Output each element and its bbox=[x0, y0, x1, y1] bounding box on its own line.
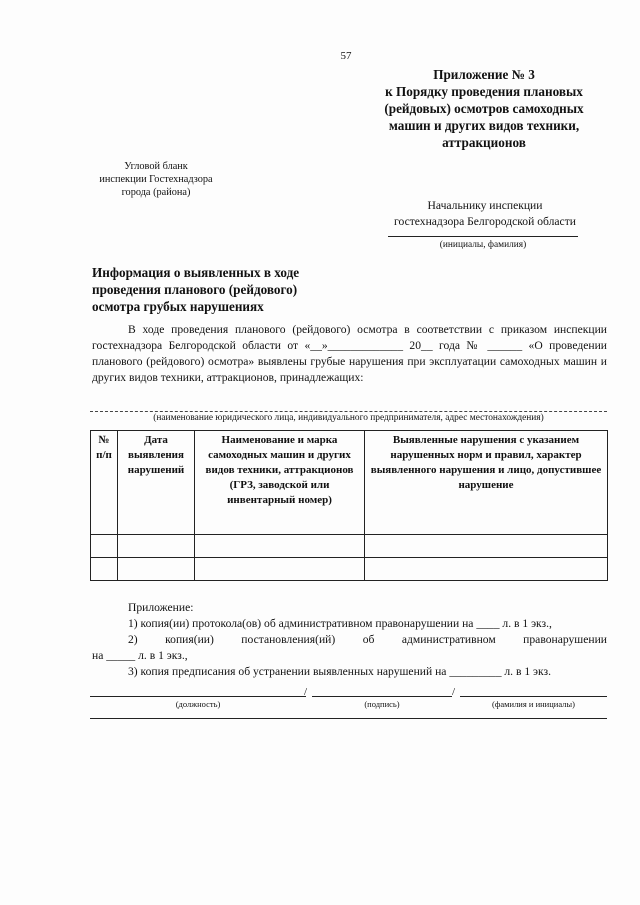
intro-paragraph: В ходе проведения планового (рейдового) осмотра в соответствии с приказом инспекции гостехнадзора Белгородской области от «__»_____________ 20__ года № ______ «О проведении планового (рейдового) осмотра» выявлены грубые нарушения при эксплуатации самоходных машин и других видов техники, аттракционов, принадлежащих: bbox=[92, 323, 607, 384]
position-caption: (должность) bbox=[175, 699, 221, 709]
appendix-line: Приложение № 3 bbox=[433, 67, 535, 82]
table-cell[interactable] bbox=[195, 558, 365, 581]
table-header-row bbox=[91, 431, 608, 535]
appendix-title bbox=[356, 66, 612, 151]
corner-stamp bbox=[86, 160, 226, 199]
table-cell[interactable] bbox=[118, 558, 195, 581]
attachment-item-2-continued: на _____ л. в 1 экз., bbox=[92, 649, 188, 662]
table-cell[interactable] bbox=[118, 535, 195, 558]
attachment-item-1: 1) копия(ии) протокола(ов) об административном правонарушении на ____ л. в 1 экз., bbox=[128, 617, 552, 630]
sign-caption: (подпись) bbox=[364, 699, 400, 709]
table-cell[interactable] bbox=[91, 558, 118, 581]
table-row bbox=[91, 558, 608, 581]
column-header-number: № п/п bbox=[91, 431, 118, 535]
corner-stamp-line: города (района) bbox=[121, 187, 191, 198]
corner-stamp-line: инспекции Гостехнадзора bbox=[99, 174, 213, 185]
column-header-machine: Наименование и марка самоходных машин и других видов техники, аттракционов (ГРЗ, заводской или инвентарный номер) bbox=[195, 431, 365, 535]
page-number: 57 bbox=[340, 50, 352, 62]
signature-separator: / bbox=[452, 686, 456, 698]
addressee bbox=[368, 198, 602, 230]
table-cell[interactable] bbox=[365, 535, 608, 558]
table-cell[interactable] bbox=[365, 558, 608, 581]
addressee-line-text: Начальнику инспекции bbox=[427, 199, 543, 212]
column-header-violation: Выявленные нарушения с указанием нарушенных норм и правил, характер выявленного нарушения и лицо, допустившее нарушение bbox=[365, 431, 608, 535]
attachments-title: Приложение: bbox=[128, 601, 194, 614]
appendix-line: аттракционов bbox=[442, 135, 526, 150]
addressee-caption: (инициалы, фамилия) bbox=[439, 240, 527, 250]
name-caption: (фамилия и инициалы) bbox=[492, 699, 575, 709]
heading-line: проведения планового (рейдового) bbox=[92, 282, 298, 297]
attachment-item-3: 3) копия предписания об устранении выявленных нарушений на _________ л. в 1 экз. bbox=[128, 665, 551, 678]
document-heading bbox=[92, 264, 372, 315]
signature-separator: / bbox=[304, 686, 308, 698]
sign-fill-line bbox=[312, 696, 452, 697]
name-fill-line bbox=[460, 696, 607, 697]
addressee-fill-line bbox=[388, 236, 578, 237]
corner-stamp-line: Угловой бланк bbox=[124, 161, 188, 172]
column-header-date: Дата выявления нарушений bbox=[118, 431, 195, 535]
table-cell[interactable] bbox=[195, 535, 365, 558]
position-fill-line bbox=[90, 696, 306, 697]
heading-line: Информация о выявленных в ходе bbox=[92, 265, 300, 280]
addressee-line-text: гостехнадзора Белгородской области bbox=[394, 215, 576, 228]
attachments-section bbox=[92, 600, 607, 680]
appendix-line: машин и других видов техники, bbox=[388, 118, 580, 133]
table-row bbox=[91, 535, 608, 558]
appendix-line: (рейдовых) осмотров самоходных bbox=[384, 101, 584, 116]
violations-table bbox=[90, 430, 608, 581]
attachment-item-2: 2) копия(ии) постановления(ий) об административном правонарушении bbox=[128, 633, 607, 646]
owner-caption: (наименование юридического лица, индивидуального предпринимателя, адрес местонахождения) bbox=[153, 413, 544, 423]
owner-fill-line bbox=[90, 411, 607, 412]
bottom-rule bbox=[90, 718, 607, 719]
heading-line: осмотра грубых нарушениях bbox=[92, 299, 264, 314]
table-cell[interactable] bbox=[91, 535, 118, 558]
appendix-line: к Порядку проведения плановых bbox=[385, 84, 583, 99]
